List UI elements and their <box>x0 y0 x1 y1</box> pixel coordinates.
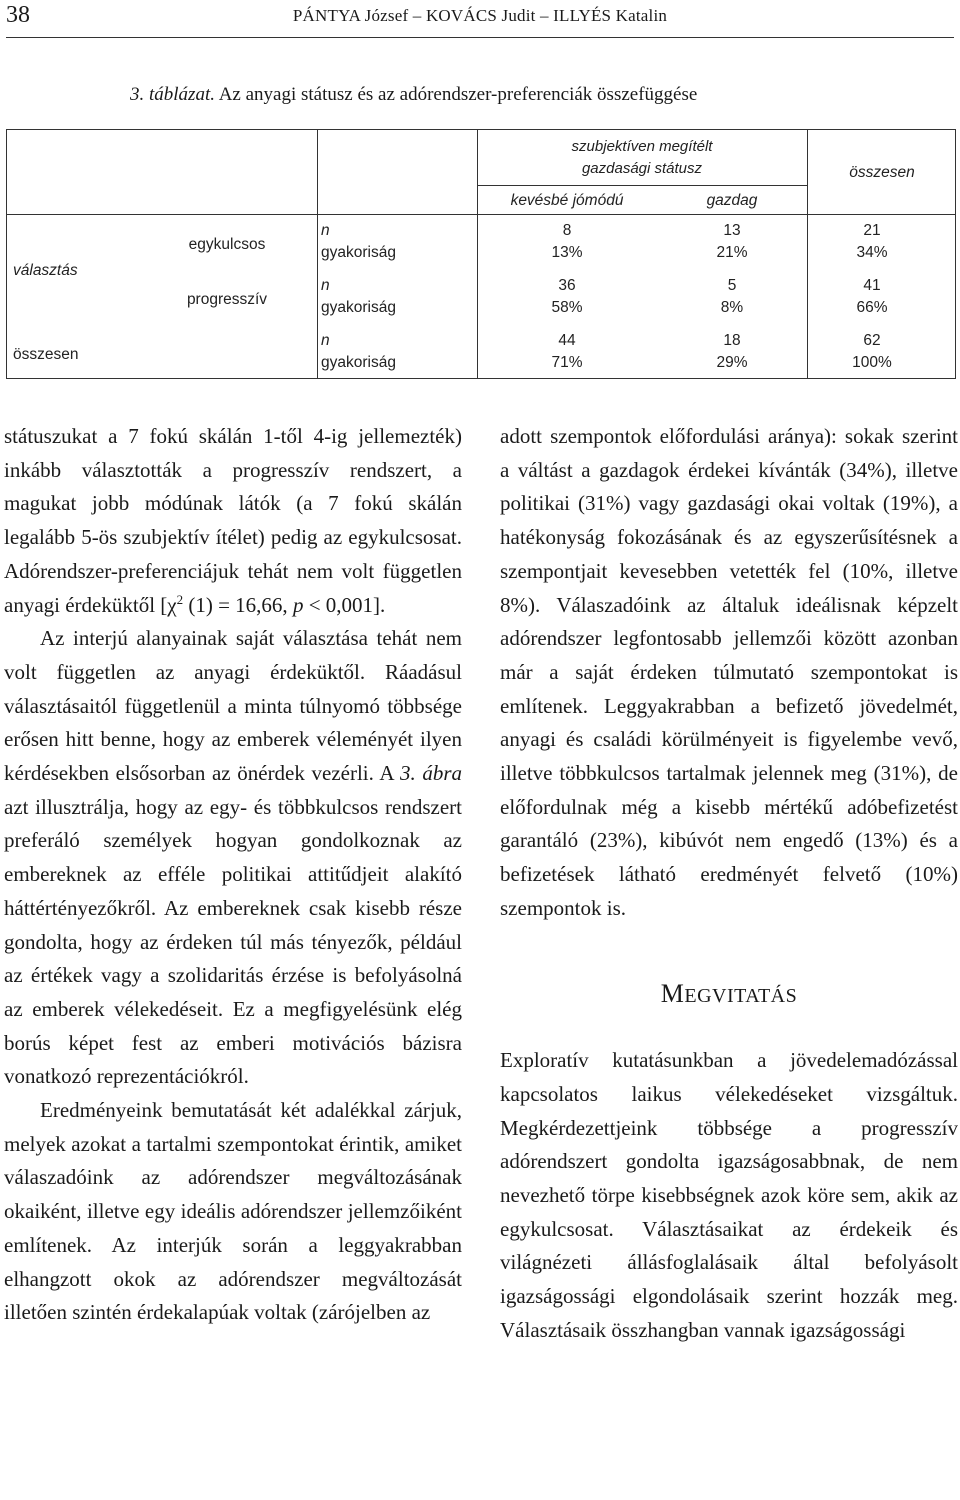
cell-pct: 58% <box>551 299 583 316</box>
right-column <box>500 420 958 1348</box>
body-paragraph <box>4 622 462 1094</box>
col-header-kevesbe-jomodu: kevésbé jómódú <box>510 192 624 209</box>
cell-pct: 13% <box>551 244 583 261</box>
row-label-progressziv: progresszív <box>186 291 268 308</box>
cell-n: 44 <box>558 332 576 349</box>
cell-pct: 29% <box>716 354 748 371</box>
table-cell <box>807 330 937 374</box>
cell-n: 36 <box>558 277 576 294</box>
table-cell <box>657 275 807 319</box>
table-caption <box>130 84 697 106</box>
paragraph-text: Az interjú alanyainak saját választása tehát nem volt független az anyagi érdeküktől. Ráadásul választásaitól függetlenül a minta túlnyomó többsége erősen hitt benne, hogy az emberek véleményét ilyen kérdésekben elsősorban az önérdek vezérli. A <box>4 626 462 786</box>
cell-pct: 100% <box>852 354 892 371</box>
cell-n: 13 <box>723 222 741 239</box>
row-stat-labels <box>321 330 396 374</box>
row-group-label: választás <box>13 262 78 279</box>
row-stat-labels <box>321 275 396 319</box>
body-paragraph: adott szempontok előfordulási aránya): sokak szerint a váltást a gazdagok érdekei kívánták (34%), illetve politikai (31%) vagy gazdasági okai voltak (19%), a hatékonyság fokozásának és az egyszerűsítésnek a szempontjait kevesebben vetették fel (10%, illetve 8%). Válaszadóink az általuk ideálisnak képzelt adórendszer legfontosabb jellemzői között azonban már a saját érdeken túlmutató szempontokat is említenek. Leggyakrabban a befizető jövedelmét, anyagi és családi körülményeit is figyelembe vevő, illetve többkulcsos tartalmak jelennek meg (31%), de előfordulnak még a kisebb mértékű adóbefizetést garantáló (23%), kibúvót nem engedő (13%) és a befizetések látható eredményét felvető (10%) szempontok is. <box>500 424 958 920</box>
cell-n: 21 <box>863 222 881 239</box>
table-cell <box>657 330 807 374</box>
table-caption-label: 3. táblázat. <box>130 84 215 105</box>
cell-pct: 71% <box>551 354 583 371</box>
cell-pct: 21% <box>716 244 748 261</box>
page-number: 38 <box>6 2 30 28</box>
table-divider <box>317 130 318 378</box>
cell-n: 5 <box>727 277 737 294</box>
table-caption-text: Az anyagi státusz és az adórendszer-preferenciák összefüggése <box>218 84 698 105</box>
results-table <box>6 129 956 379</box>
paragraph-text: < 0,001]. <box>303 592 386 617</box>
heading-initial: M <box>660 978 685 1008</box>
running-header <box>0 0 960 40</box>
group-header-line: szubjektíven megítélt <box>571 138 713 155</box>
table-cell <box>807 275 937 319</box>
paragraph-text: (1) = 16,66, <box>183 592 293 617</box>
stat-n-label: n <box>321 222 330 239</box>
left-column <box>4 420 462 1330</box>
header-rule <box>6 37 954 38</box>
table-divider <box>477 185 807 186</box>
cell-n: 62 <box>863 332 881 349</box>
table-cell <box>477 275 657 319</box>
cell-pct: 8% <box>720 299 744 316</box>
body-paragraph: Eredményeink bemutatását két adalékkal zárjuk, melyek azokat a tartalmi szempontokat érintik, amiket válaszadóink az adórendszer megváltozásának okaiként, illetve egy ideális adórendszer jellemzőiként említenek. Az interjúk során a leggyakrabban elhangzott okok az adórendszer megváltozását illetően szintén érdekalapúak voltak (zárójelben az <box>4 1098 462 1325</box>
cell-pct: 66% <box>856 299 888 316</box>
table-cell <box>477 330 657 374</box>
group-header-line: gazdasági státusz <box>581 160 703 177</box>
cell-n: 8 <box>562 222 572 239</box>
stat-pct-label: gyakoriság <box>321 244 396 261</box>
stat-pct-label: gyakoriság <box>321 299 396 316</box>
total-row-label: összesen <box>13 346 79 363</box>
group-header <box>477 136 807 180</box>
superscript: 2 <box>176 591 184 607</box>
body-paragraph <box>4 420 462 622</box>
table-cell <box>807 220 937 264</box>
row-stat-labels <box>321 220 396 264</box>
cell-pct: 34% <box>856 244 888 261</box>
table-divider <box>7 214 955 215</box>
p-value-symbol: p <box>292 592 304 617</box>
stat-pct-label: gyakoriság <box>321 354 396 371</box>
row-label-egykulcsos: egykulcsos <box>188 236 266 253</box>
paragraph-text: státuszukat a 7 fokú skálán 1-től 4-ig jellemezték) inkább választották a progresszív rendszert, a magukat jobb módúnak látók (a 7 fokú skálán legalább 5-ös szubjektív ítélet) pedig az egykulcsosat. Adórendszer-preferenciájuk tehát nem volt független anyagi érdeküktől [χ <box>4 424 462 617</box>
col-header-total: összesen <box>849 164 915 181</box>
cell-n: 41 <box>863 277 881 294</box>
body-paragraph: Exploratív kutatásunkban a jövedelemadózással kapcsolatos laikus vélekedéseket vizsgáltuk. Megkérdezettjeink többsége a progresszív adórendszert gondolta igazságosabbnak, de nem nevezhető törpe kisebbségnek azok köre sem, akik az egykulcsosat. Választásaikat az érdekeik és világnézeti állásfoglalásaik által befolyásolt igazságossági elgondolásaik szerint hozzák meg. Választásaik összhangban vannak igazságossági <box>500 1048 958 1342</box>
stat-n-label: n <box>321 332 330 349</box>
running-head-authors: PÁNTYA József – KOVÁCS Judit – ILLYÉS Katalin <box>292 6 668 25</box>
stat-n-label: n <box>321 277 330 294</box>
figure-reference: 3. ábra <box>399 761 462 786</box>
section-heading <box>500 977 958 1014</box>
cell-n: 18 <box>723 332 741 349</box>
paragraph-text: azt illusztrálja, hogy az egy- és többkulcsos rendszert preferáló személyek hogyan gondolkoznak az embereknek az efféle politikai attitűdjeit alakító háttértényezőkről. Az embereknek csak kisebb része gondolta, hogy az érdeken túl más tényezők, például az értékek vagy a szolidaritás érzése is befolyásolná az emberek vélekedéseit. Ez a megfigyelésünk elég borús képet fest az emberi motivációs bázisra vonatkozó reprezentációkról. <box>4 794 462 1089</box>
table-cell <box>657 220 807 264</box>
col-header-gazdag: gazdag <box>706 192 758 209</box>
table-cell <box>477 220 657 264</box>
heading-rest: EGVITATÁS <box>684 984 798 1007</box>
